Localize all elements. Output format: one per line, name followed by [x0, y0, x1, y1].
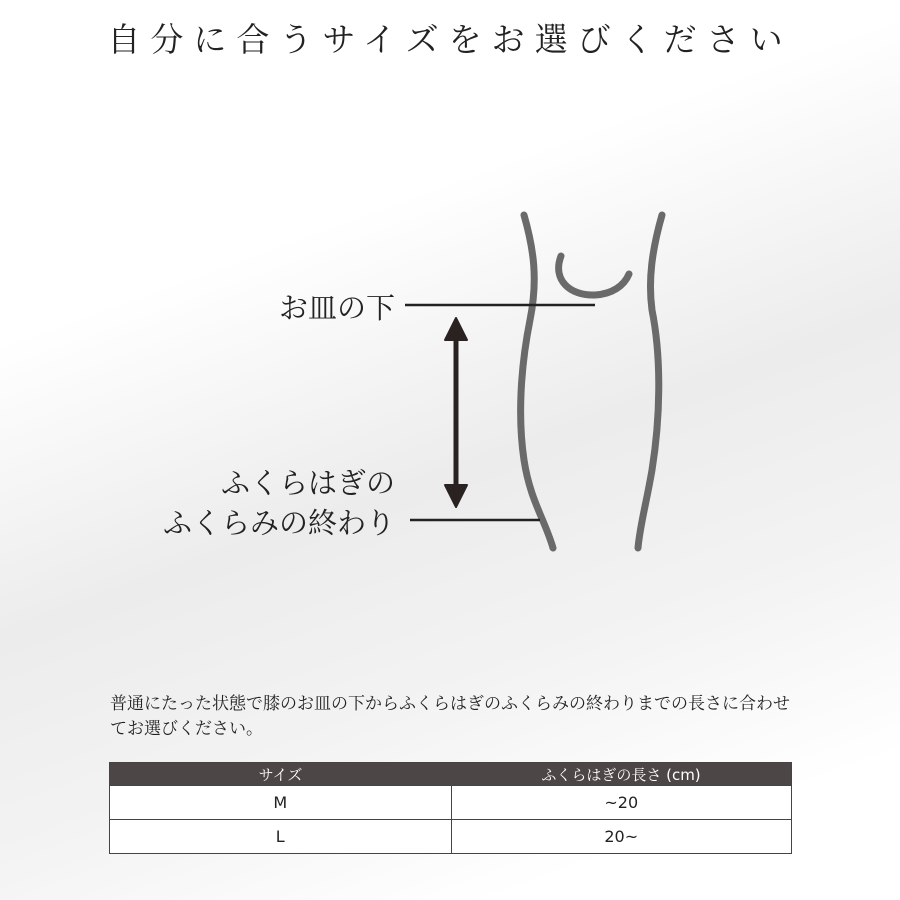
- label-calf-line2: ふくらみの終わり: [162, 506, 395, 540]
- length-cell: 20~: [451, 820, 792, 854]
- label-kneecap-bottom: お皿の下: [278, 291, 395, 325]
- size-table-header-row: [110, 763, 792, 786]
- leg-left-outline: [521, 215, 553, 548]
- length-cell: ~20: [451, 786, 792, 820]
- page-title: 自分に合うサイズをお選びください: [107, 20, 793, 59]
- label-calf-line1: ふくらはぎの: [220, 466, 395, 500]
- kneecap-arc: [559, 256, 629, 295]
- table-row: [110, 786, 792, 820]
- measurement-arrow: [445, 318, 467, 507]
- table-row: [110, 820, 792, 854]
- size-cell: M: [110, 786, 452, 820]
- calf-length-column-header: ふくらはぎの長さ (cm): [451, 763, 792, 786]
- leg-right-outline: [638, 215, 662, 548]
- size-cell: L: [110, 820, 452, 854]
- measurement-instruction: 普通にたった状態で膝のお皿の下からふくらはぎのふくらみの終わりまでの長さに合わせてお選びください。: [110, 694, 790, 739]
- size-column-header: サイズ: [110, 763, 452, 786]
- size-table: [109, 762, 792, 854]
